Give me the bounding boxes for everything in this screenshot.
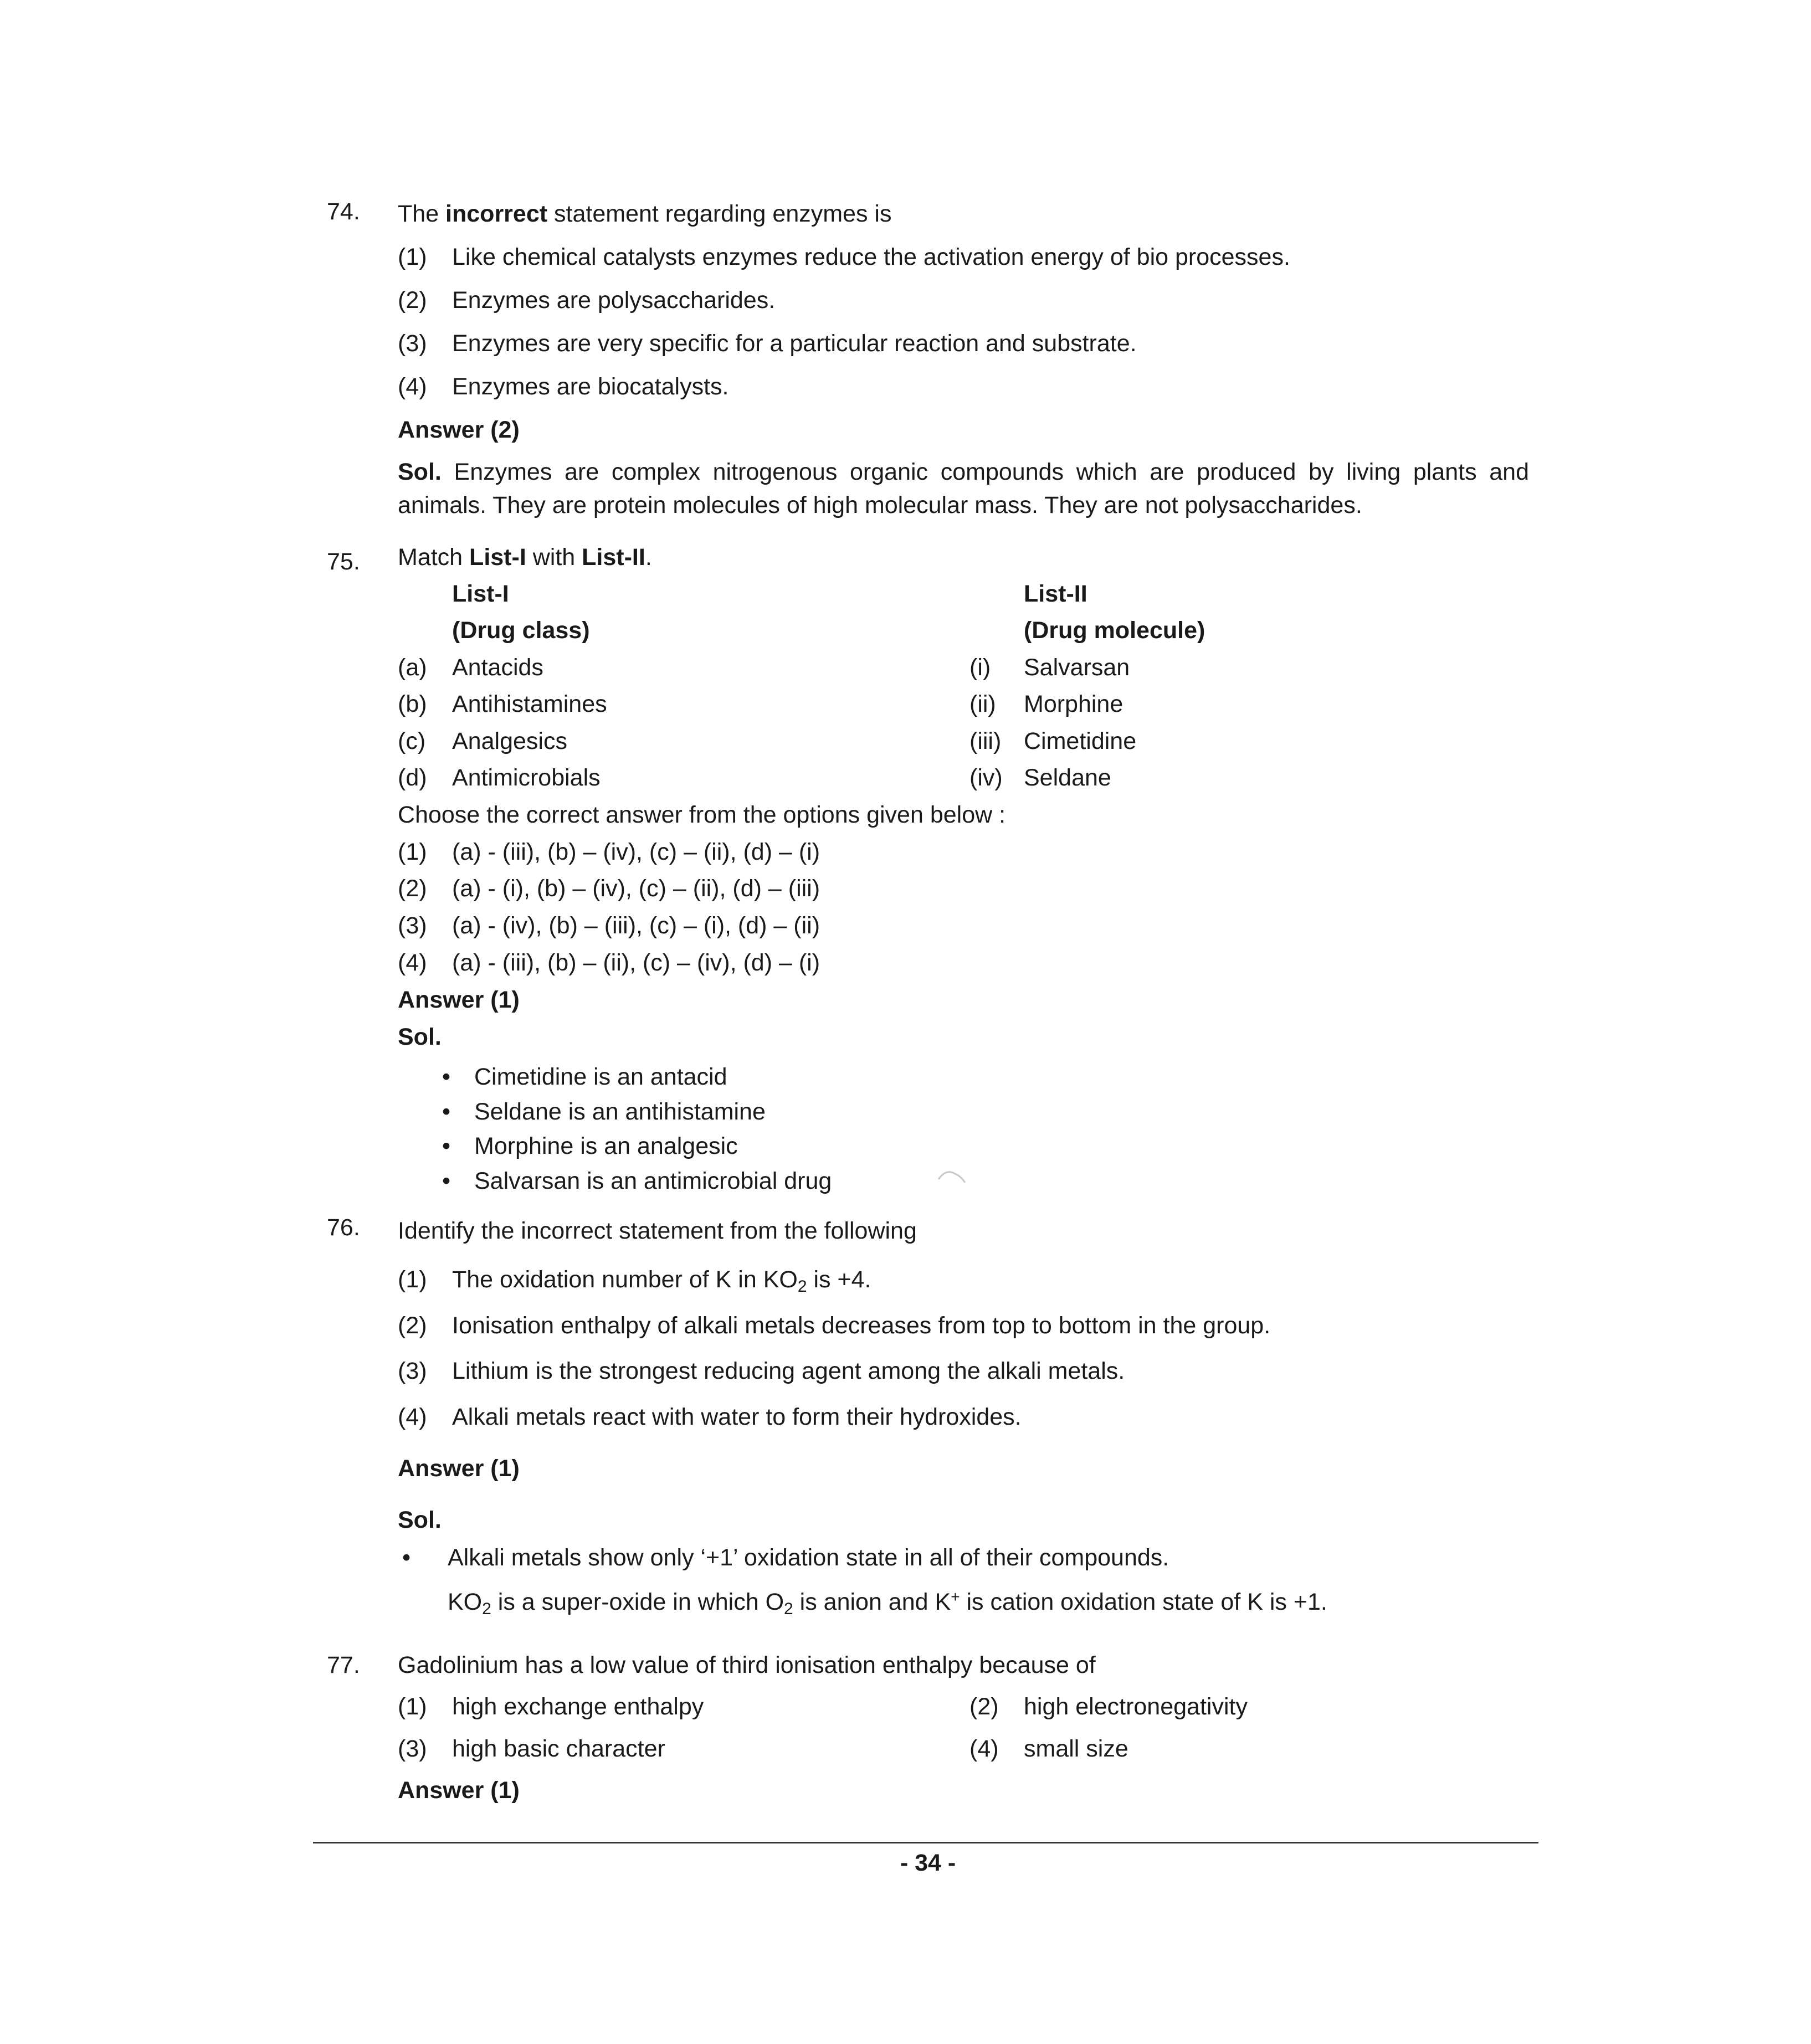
q77-option-4-text: small size: [1024, 1735, 1128, 1762]
q76-solution-line: $KO_2$ is a super-oxide in which $O_2$ is anion and K+ is cation oxidation state of K is +1.: [448, 1588, 1327, 1618]
q76-solution-bullet: Alkali metals show only ‘+1’ oxidation state in all of their compounds.: [448, 1544, 1169, 1571]
list-1-item-d: Antimicrobials: [452, 764, 601, 791]
q76-option-2-number: (2): [398, 1312, 427, 1339]
bullet-icon: •: [442, 1133, 451, 1159]
question-75-stem: Match List-I with List-II.: [398, 544, 652, 571]
q77-option-3-text: high basic character: [452, 1735, 665, 1762]
list-1-item-c-label: (c): [398, 728, 426, 754]
question-77-number: 77.: [327, 1652, 360, 1678]
q75-solution-bullet-2: Seldane is an antihistamine: [474, 1098, 766, 1125]
q75-answer: Answer (1): [398, 987, 520, 1013]
q75-option-1-text: (a) - (iii), (b) – (iv), (c) – (ii), (d) – (i): [452, 839, 820, 865]
list-2-item-iv-label: (iv): [969, 764, 1003, 791]
q75-solution-bullet-3: Morphine is an analgesic: [474, 1133, 738, 1159]
q75-option-3-number: (3): [398, 912, 427, 939]
list-2-item-i: Salvarsan: [1024, 654, 1130, 681]
q77-option-2-text: high electronegativity: [1024, 1693, 1248, 1720]
question-76-number: 76.: [327, 1214, 360, 1241]
list-1-item-b-label: (b): [398, 691, 427, 717]
question-77-stem: Gadolinium has a low value of third ionisation enthalpy because of: [398, 1652, 1096, 1678]
q76-option-3-number: (3): [398, 1358, 427, 1384]
q74-option-4-number: (4): [398, 373, 427, 400]
list-2-item-i-label: (i): [969, 654, 991, 681]
q74-option-2-number: (2): [398, 287, 427, 314]
q77-option-1-number: (1): [398, 1693, 427, 1720]
q77-option-2-number: (2): [969, 1693, 999, 1720]
list-1-heading: List-I: [452, 581, 509, 607]
list-2-item-ii-label: (ii): [969, 691, 996, 717]
list-2-item-iii: Cimetidine: [1024, 728, 1137, 754]
q75-option-4-number: (4): [398, 949, 427, 976]
question-75-number: 75.: [327, 548, 360, 575]
q74-option-2-text: Enzymes are polysaccharides.: [452, 287, 776, 314]
q75-option-4-text: (a) - (iii), (b) – (ii), (c) – (iv), (d) – (i): [452, 949, 820, 976]
question-74-stem: The incorrect statement regarding enzymes is: [398, 201, 892, 227]
q76-option-1-number: (1): [398, 1266, 427, 1293]
list-2-subheading: (Drug molecule): [1024, 617, 1205, 644]
list-1-item-d-label: (d): [398, 764, 427, 791]
q74-option-4-text: Enzymes are biocatalysts.: [452, 373, 729, 400]
question-76-stem: Identify the incorrect statement from the following: [398, 1218, 917, 1244]
bullet-icon: •: [402, 1544, 411, 1571]
q75-solution-label: Sol.: [398, 1024, 442, 1050]
list-1-item-a: Antacids: [452, 654, 543, 681]
q75-option-2-number: (2): [398, 875, 427, 902]
q75-option-3-text: (a) - (iv), (b) – (iii), (c) – (i), (d) – (ii): [452, 912, 820, 939]
list-1-item-b: Antihistamines: [452, 691, 607, 717]
q77-option-1-text: high exchange enthalpy: [452, 1693, 704, 1720]
list-2-item-iii-label: (iii): [969, 728, 1002, 754]
q76-solution-label: Sol.: [398, 1507, 442, 1533]
q74-option-1-number: (1): [398, 244, 427, 270]
list-2-item-ii: Morphine: [1024, 691, 1123, 717]
q75-solution-bullet-1: Cimetidine is an antacid: [474, 1064, 727, 1090]
q76-answer: Answer (1): [398, 1455, 520, 1482]
q74-solution: [398, 455, 1529, 522]
q75-solution-bullet-4: Salvarsan is an antimicrobial drug: [474, 1168, 832, 1194]
emphasis-incorrect: incorrect: [445, 201, 548, 227]
q75-option-1-number: (1): [398, 839, 427, 865]
q74-option-1-text: Like chemical catalysts enzymes reduce the activation energy of bio processes.: [452, 244, 1290, 270]
list-1-subheading: (Drug class): [452, 617, 590, 644]
page-number: - 34 -: [900, 1850, 956, 1876]
bullet-icon: •: [442, 1064, 451, 1090]
q75-instruction: Choose the correct answer from the options given below :: [398, 802, 1006, 828]
q76-option-2-text: Ionisation enthalpy of alkali metals decreases from top to bottom in the group.: [452, 1312, 1271, 1339]
q75-option-2-text: (a) - (i), (b) – (iv), (c) – (ii), (d) – (iii): [452, 875, 820, 902]
q74-solution-text: Enzymes are complex nitrogenous organic compounds which are produced by living plants and animals. They are protein molecules of high molecular mass. They are not polysaccharides.: [398, 459, 1529, 518]
q74-solution-label: Sol.: [398, 459, 442, 485]
q76-option-1-text: The oxidation number of K in $KO_2$ is +4.: [452, 1266, 871, 1296]
list-1-item-a-label: (a): [398, 654, 427, 681]
q76-option-3-text: Lithium is the strongest reducing agent among the alkali metals.: [452, 1358, 1125, 1384]
q76-option-4-number: (4): [398, 1404, 427, 1430]
bullet-icon: •: [442, 1098, 451, 1125]
list-2-item-iv: Seldane: [1024, 764, 1111, 791]
question-74-number: 74.: [327, 198, 360, 225]
q74-option-3-number: (3): [398, 330, 427, 357]
q77-option-3-number: (3): [398, 1735, 427, 1762]
q77-option-4-number: (4): [969, 1735, 999, 1762]
q77-answer: Answer (1): [398, 1777, 520, 1804]
q74-option-3-text: Enzymes are very specific for a particular reaction and substrate.: [452, 330, 1137, 357]
q74-answer: Answer (2): [398, 417, 520, 443]
list-2-heading: List-II: [1024, 581, 1087, 607]
list-1-item-c: Analgesics: [452, 728, 567, 754]
footer-rule: [313, 1842, 1538, 1843]
bullet-icon: •: [442, 1168, 451, 1194]
q76-option-4-text: Alkali metals react with water to form their hydroxides.: [452, 1404, 1022, 1430]
scan-smudge: [936, 1166, 969, 1188]
